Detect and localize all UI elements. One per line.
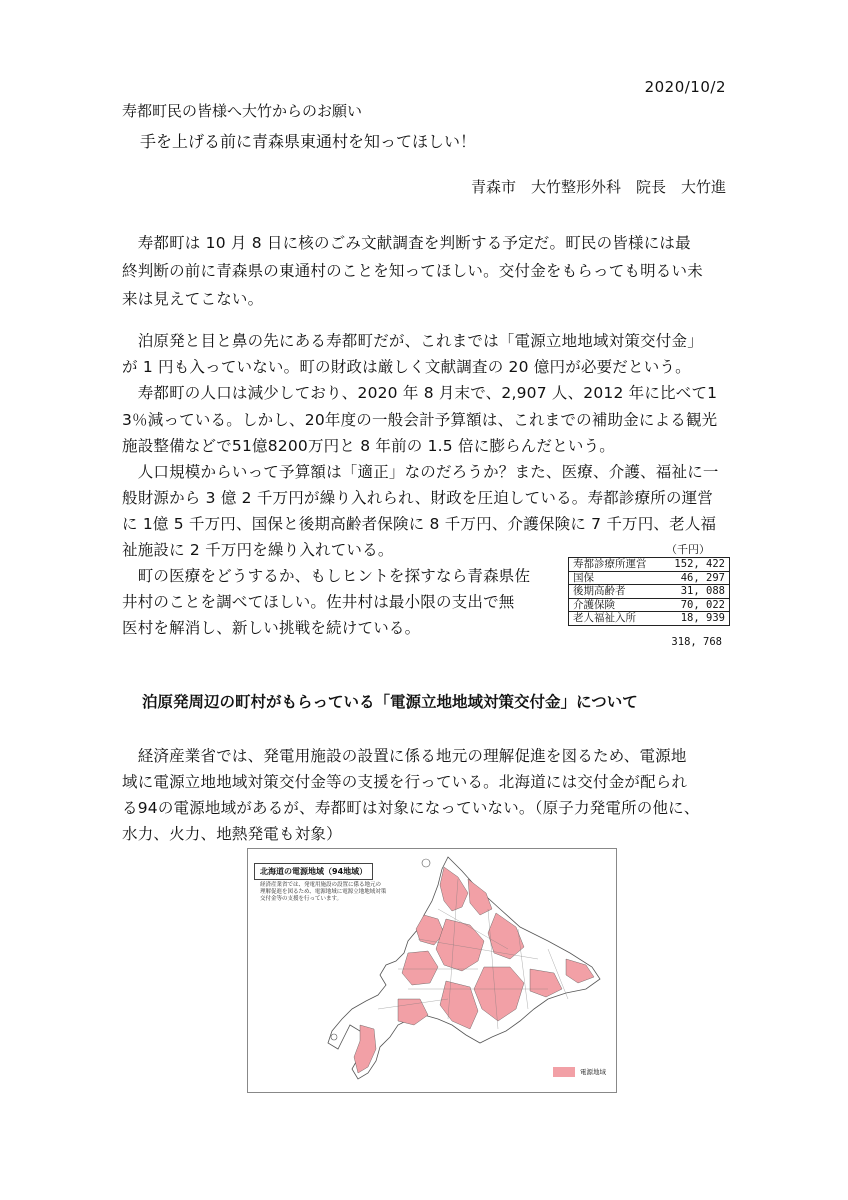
salutation: 寿都町民の皆様へ大竹からのお願い: [122, 102, 363, 120]
table-unit: （千円）: [666, 543, 710, 556]
body-line: 来は見えてこない。: [122, 290, 264, 308]
document-date: 2020/10/2: [644, 78, 726, 96]
row-label: 国保: [573, 571, 594, 584]
body-line: 般財源から 3 億 2 千万円が繰り入れられ、財政を圧迫している。寿都診療所の運営: [122, 489, 714, 507]
table-row: [569, 572, 729, 586]
figure-description: [260, 882, 386, 903]
section-line: 域に電源立地地域対策交付金等の支援を行っている。北海道には交付金が配られ: [122, 773, 688, 791]
body-line: 人口規模からいって予算額は「適正」なのだろうか？また、医療、介護、福祉に一: [122, 463, 719, 481]
row-label: 後期高齢者: [573, 585, 626, 598]
body-line: 終判断の前に青森県の東通村のことを知ってほしい。交付金をもらっても明るい未: [122, 262, 703, 280]
row-label: 寿都診療所運営: [573, 558, 647, 570]
body-line: 町の医療をどうするか、もしヒントを探すなら青森県佐: [122, 567, 531, 585]
figure-desc-line: 理解促進を図るため、電源地域に電源立地地域対策: [260, 889, 387, 895]
hokkaido-map-figure: [247, 848, 617, 1093]
table-row: [569, 558, 729, 572]
body-line: 寿都町は 10 月 8 日に核のごみ文献調査を判断する予定だ。町民の皆様には最: [122, 234, 691, 252]
row-value: 31, 088: [680, 585, 725, 598]
legend-label: 電源地域: [580, 1068, 606, 1076]
body-line: 泊原発と目と鼻の先にある寿都町だが、これまでは「電源立地地域対策交付金」: [122, 332, 703, 350]
table-body: [568, 557, 730, 626]
section-line: 経済産業省では、発電用施設の設置に係る地元の理解促進を図るため、電源地: [122, 747, 687, 765]
row-value: 152, 422: [674, 558, 725, 570]
table-row: [569, 612, 729, 625]
body-line: 3％減っている。しかし、20年度の一般会計予算額は、これまでの補助金による観光: [122, 411, 718, 429]
row-value: 46, 297: [680, 571, 725, 584]
section-title: 泊原発周辺の町村がもらっている「電源立地地域対策交付金」について: [142, 693, 638, 711]
row-value: 70, 022: [680, 598, 725, 611]
author-line: 青森市 大竹整形外科 院長 大竹進: [470, 178, 726, 196]
row-value: 18, 939: [680, 612, 725, 625]
figure-desc-line: 交付金等の支援を行っています。: [260, 896, 343, 902]
table-total: 318, 768: [671, 636, 722, 648]
rishiri-island: [422, 859, 430, 867]
body-line: に 1億 5 千万円、国保と後期高齢者保険に 8 千万円、介護保険に 7 千万円、老人福: [122, 515, 717, 533]
headline: 手を上げる前に青森県東通村を知ってほしい！: [140, 132, 477, 151]
legend-swatch: [553, 1067, 575, 1077]
figure-desc-line: 経済産業省では、発電用施設の設置に係る地元の: [260, 882, 382, 888]
table-row: [569, 585, 729, 599]
okushiri-island: [331, 1034, 337, 1040]
body-line: が 1 円も入っていない。町の財政は厳しく文献調査の 20 億円が必要だという。: [122, 358, 691, 376]
figure-title: 北海道の電源地域（94地域）: [254, 863, 373, 880]
body-line: 医村を解消し、新しい挑戦を続けている。: [122, 619, 421, 637]
table-row: [569, 599, 729, 613]
body-line: 井村のことを調べてほしい。佐井村は最小限の支出で無: [122, 593, 515, 611]
body-line: 祉施設に 2 千万円を繰り入れている。: [122, 541, 394, 559]
row-label: 介護保険: [573, 598, 615, 611]
section-line: る94の電源地域があるが、寿都町は対象になっていない。（原子力発電所の他に、: [122, 799, 700, 817]
section-line: 水力、火力、地熱発電も対象）: [122, 825, 342, 843]
body-line: 施設整備などで51億8200万円と 8 年前の 1.5 倍に膨らんだという。: [122, 437, 615, 455]
row-label: 老人福祉入所: [573, 612, 636, 625]
body-line: 寿都町の人口は減少しており、2020 年 8 月末で、2,907 人、2012 年に比べて1: [122, 384, 718, 402]
